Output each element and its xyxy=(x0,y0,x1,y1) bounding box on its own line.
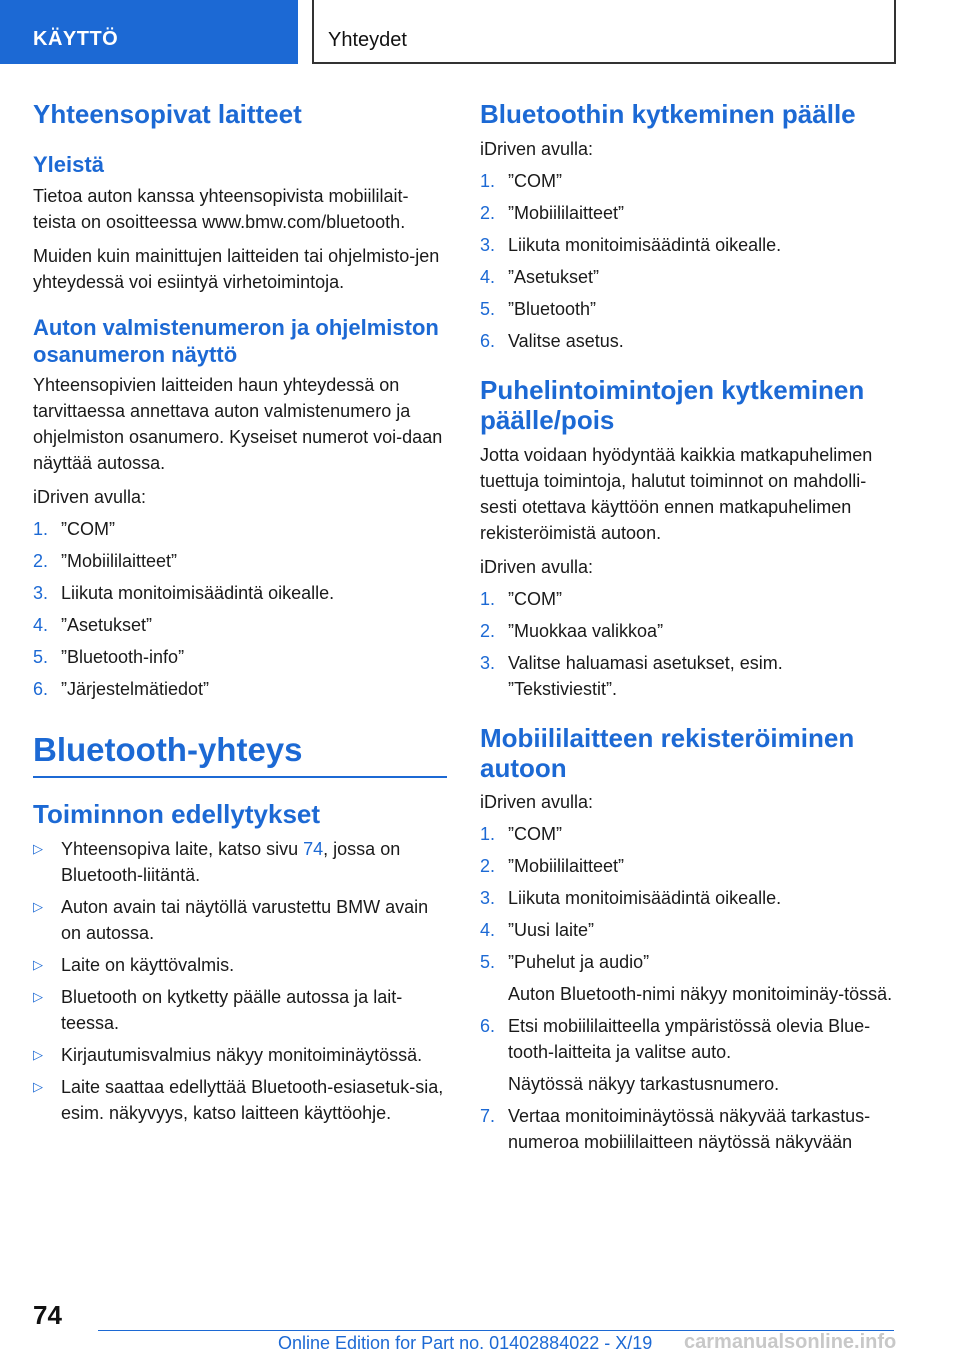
register-device-idrive-label: iDriven avulla: xyxy=(480,792,594,813)
list-item: 1. ”COM” xyxy=(480,170,562,191)
list-item: 3. Liikuta monitoimisäädintä oikealle. xyxy=(480,234,782,255)
requirements-list xyxy=(33,836,447,1126)
list-item: ▷ Laite saattaa edellyttää Bluetooth-esiasetuk-sia, esim. näkyvyys, katso laitteen käyttöohje. xyxy=(33,1074,447,1126)
vin-heading: Auton valmistenumeron ja ohjelmiston osanumeron näyttö xyxy=(33,314,439,367)
list-item: 4. ”Asetukset” xyxy=(33,615,153,636)
list-item: 5. ”Bluetooth-info” xyxy=(33,647,185,668)
left-column xyxy=(33,100,447,1126)
vin-idrive-label: iDriven avulla: xyxy=(33,487,147,508)
register-device-steps-list xyxy=(480,821,896,1155)
triangle-bullet-icon: ▷ xyxy=(33,956,43,972)
triangle-bullet-icon: ▷ xyxy=(33,1046,43,1062)
triangle-bullet-icon: ▷ xyxy=(33,840,43,856)
triangle-bullet-icon: ▷ xyxy=(33,1078,43,1094)
right-column xyxy=(480,100,896,1155)
list-item: ▷ Auton avain tai näytöllä varustettu BMW avain on autossa. xyxy=(33,894,447,946)
requirements-heading: Toiminnon edellytykset xyxy=(33,798,321,829)
footer-edition-text: Online Edition for Part no. 01402884022 - X/19 xyxy=(278,1333,653,1353)
vin-steps-list xyxy=(33,516,447,702)
general-paragraph-1: Tietoa auton kanssa yhteensopivista mobiililait-teista on osoitteessa www.bmw.com/bluetooth. xyxy=(33,185,409,232)
phone-functions-idrive-label: iDriven avulla: xyxy=(480,556,594,577)
compat-heading: Yhteensopivat laitteet xyxy=(33,99,302,129)
phone-functions-steps-list xyxy=(480,586,896,702)
step-note: Auton Bluetooth-nimi näkyy monitoiminäy-tössä. xyxy=(508,984,893,1005)
list-item: ▷ Bluetooth on kytketty päälle autossa ja lait-teessa. xyxy=(33,984,447,1036)
list-item: 6. Etsi mobiililaitteella ympäristössä olevia Blue-tooth-laitteita ja valitse auto. Näytössä näkyy tarkastusnumero. xyxy=(480,1013,896,1097)
list-item: 1. ”COM” xyxy=(480,588,562,609)
list-item: 3. Valitse haluamasi asetukset, esim. ”Tekstiviestit”. xyxy=(480,652,783,699)
list-item: ▷ Kirjautumisvalmius näkyy monitoiminäytössä. xyxy=(33,1042,447,1068)
triangle-bullet-icon: ▷ xyxy=(33,898,43,914)
page-number: 74 xyxy=(33,1300,62,1330)
page-link[interactable]: 74 xyxy=(303,838,324,859)
list-item: 2. ”Muokkaa valikkoa” xyxy=(480,620,664,641)
bluetooth-on-steps-list xyxy=(480,168,896,354)
list-item: 1. ”COM” xyxy=(480,824,562,845)
general-paragraph-2: Muiden kuin mainittujen laitteiden tai ohjelmisto-jen yhteydessä voi esiintyä virhetoimintoja. xyxy=(33,245,440,292)
header-chapter-title: Yhteydet xyxy=(312,0,896,64)
bluetooth-on-heading: Bluetoothin kytkeminen päälle xyxy=(480,99,856,129)
triangle-bullet-icon: ▷ xyxy=(33,988,43,1004)
list-item: 6. ”Järjestelmätiedot” xyxy=(33,679,210,700)
vin-paragraph: Yhteensopivien laitteiden haun yhteydessä on tarvittaessa annettava auton valmistenumero ja ohjelmiston osanumero. Kyseiset numerot voi-daan näyttää autossa. xyxy=(33,375,443,474)
list-item: 4. ”Uusi laite” xyxy=(480,920,595,941)
watermark: carmanualsonline.info xyxy=(684,1331,897,1353)
register-device-heading: Mobiililaitteen rekisteröiminen autoon xyxy=(480,722,855,783)
list-item: 5. ”Bluetooth” xyxy=(480,298,597,319)
list-item: 2. ”Mobiililaitteet” xyxy=(480,856,625,877)
bluetooth-on-idrive-label: iDriven avulla: xyxy=(480,138,594,159)
list-item: 7. Vertaa monitoiminäytössä näkyvää tarkastus-numeroa mobiililaitteen näytössä näkyvään xyxy=(480,1106,871,1153)
step-note: Näytössä näkyy tarkastusnumero. xyxy=(508,1074,780,1095)
list-item: 3. Liikuta monitoimisäädintä oikealle. xyxy=(33,583,335,604)
list-item: ▷ Laite on käyttövalmis. xyxy=(33,952,447,978)
list-item: 4. ”Asetukset” xyxy=(480,266,600,287)
list-item: 2. ”Mobiililaitteet” xyxy=(33,551,178,572)
phone-functions-heading: Puhelintoimintojen kytkeminen päälle/pois xyxy=(480,374,865,435)
list-item: ▷ Yhteensopiva laite, katso sivu 74, jossa on Bluetooth-liitäntä. xyxy=(33,836,447,888)
list-item: 1. ”COM” xyxy=(33,519,115,540)
bluetooth-chapter-heading: Bluetooth-yhteys xyxy=(33,730,447,778)
list-item: 2. ”Mobiililaitteet” xyxy=(480,202,625,223)
general-heading: Yleistä xyxy=(33,151,104,177)
list-item: 3. Liikuta monitoimisäädintä oikealle. xyxy=(480,888,782,909)
header-section-tab: KÄYTTÖ xyxy=(0,0,298,64)
list-item: 6. Valitse asetus. xyxy=(480,330,624,351)
list-item: 5. ”Puhelut ja audio” Auton Bluetooth-nimi näkyy monitoiminäy-tössä. xyxy=(480,949,896,1007)
phone-functions-paragraph: Jotta voidaan hyödyntää kaikkia matkapuhelimen tuettuja toimintoja, halutut toiminnot on mahdolli-sesti otettava käyttöön ennen matkapuhelimen rekisteröimistä autoon. xyxy=(480,444,873,543)
